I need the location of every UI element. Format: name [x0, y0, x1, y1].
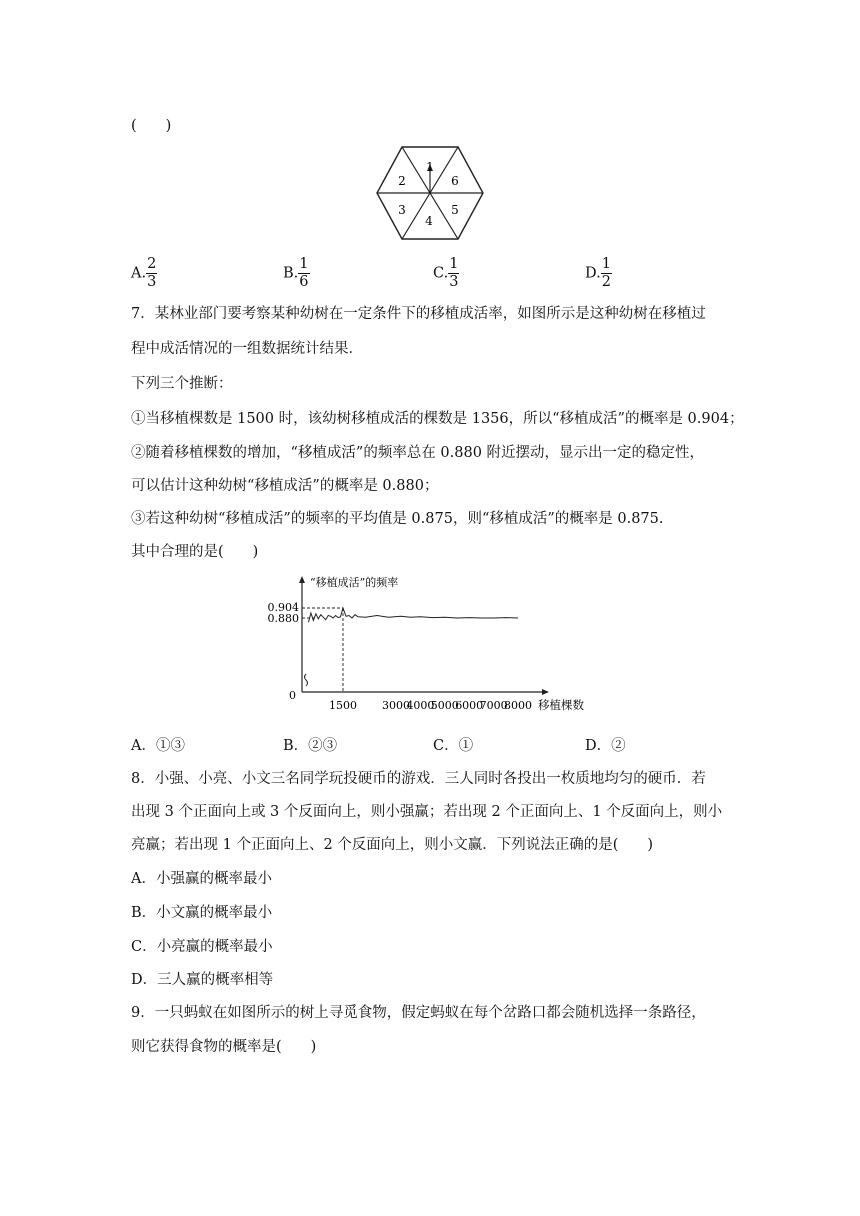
spinner-label-2: 2 [398, 174, 406, 188]
q7-inference-3: ③若这种幼树“移植成活”的频率的平均值是 0.875，则“移植成活”的概率是 0.875. [131, 511, 664, 527]
q7-option-a: A．①③ [131, 738, 185, 754]
x-tick-label: 6000 [455, 699, 484, 712]
q9-stem-line-1: 9．一只蚂蚁在如图所示的树上寻觅食物，假定蚂蚁在每个岔路口都会随机选择一条路径， [131, 1005, 706, 1021]
q9-stem-line-2: 则它获得食物的概率是( ) [131, 1039, 317, 1055]
q7-question: 其中合理的是( ) [131, 544, 259, 560]
q7-option-b: B．②③ [283, 738, 338, 754]
frequency-line-chart [262, 572, 592, 717]
q7-option-c: C．① [433, 738, 474, 754]
series-line [309, 608, 519, 622]
y-axis-arrow-icon [299, 576, 305, 583]
q8-stem-line-1: 8．小强、小亮、小文三名同学玩投硬币的游戏．三人同时各投出一枚质地均匀的硬币．若 [131, 771, 706, 787]
q6-option-a: A. $\frac{2}{3}$ [131, 256, 157, 290]
spinner-label-3: 3 [398, 203, 406, 217]
spinner-label-4: 4 [425, 214, 433, 228]
x-tick-label: 8000 [504, 699, 532, 712]
x-tick-label: 4000 [406, 699, 435, 712]
q8-option-b: B．小文赢的概率最小 [131, 905, 273, 921]
x-axis-label: 移植棵数 [538, 698, 584, 712]
x-tick-label: 1500 [329, 699, 357, 712]
y-tick-0904: 0.904 [267, 601, 299, 614]
q7-inference-2: ②随着移植棵数的增加，“移植成活”的频率总在 0.880 附近摆动，显示出一定的稳定性， [131, 445, 705, 461]
q8-option-c: C．小亮赢的概率最小 [131, 939, 273, 955]
x-tick-label: 7000 [479, 699, 508, 712]
q7-stem-line-1: 7．某林业部门要考察某种幼树在一定条件下的移植成活率，如图所示是这种幼树在移植过 [131, 306, 706, 322]
q6-option-c: C. $\frac{1}{3}$ [433, 256, 459, 290]
x-axis-arrow-icon [542, 689, 549, 695]
q8-stem-line-2: 出现 3 个正面向上或 3 个反面向上，则小强赢；若出现 2 个正面向上、1 个反面向上，则小 [131, 804, 723, 820]
y-tick-0880: 0.880 [267, 612, 299, 625]
q6-option-b: B. $\frac{1}{6}$ [283, 256, 309, 290]
q7-option-d: D．② [585, 738, 626, 754]
origin-label: 0 [289, 689, 296, 702]
spinner-label-5: 5 [451, 203, 459, 217]
q7-stem-line-3: 下列三个推断： [131, 376, 233, 392]
spinner-label-1: 1 [426, 160, 434, 174]
axis-break-icon [305, 674, 308, 686]
spinner-label-6: 6 [451, 174, 459, 188]
hexagon-spinner [375, 145, 485, 241]
q8-option-a: A．小强赢的概率最小 [131, 871, 272, 887]
q7-stem-line-2: 程中成活情况的一组数据统计结果． [131, 341, 363, 357]
q7-inference-1: ①当移植棵数是 1500 时，该幼树移植成活的棵数是 1356，所以“移植成活”的概率是 0.904； [131, 411, 744, 427]
q7-inference-2-cont: 可以估计这种幼树“移植成活”的概率是 0.880； [131, 478, 439, 494]
q6-answer-bracket: ( ) [131, 118, 172, 134]
y-axis-label: “移植成活”的频率 [310, 576, 399, 589]
q8-option-d: D．三人赢的概率相等 [131, 972, 274, 988]
q6-option-d: D. $\frac{1}{2}$ [585, 256, 611, 290]
q8-stem-line-3: 亮赢；若出现 1 个正面向上、2 个反面向上，则小文赢．下列说法正确的是( ) [131, 837, 654, 853]
x-tick-label: 3000 [382, 699, 410, 712]
x-tick-label: 5000 [430, 699, 459, 712]
